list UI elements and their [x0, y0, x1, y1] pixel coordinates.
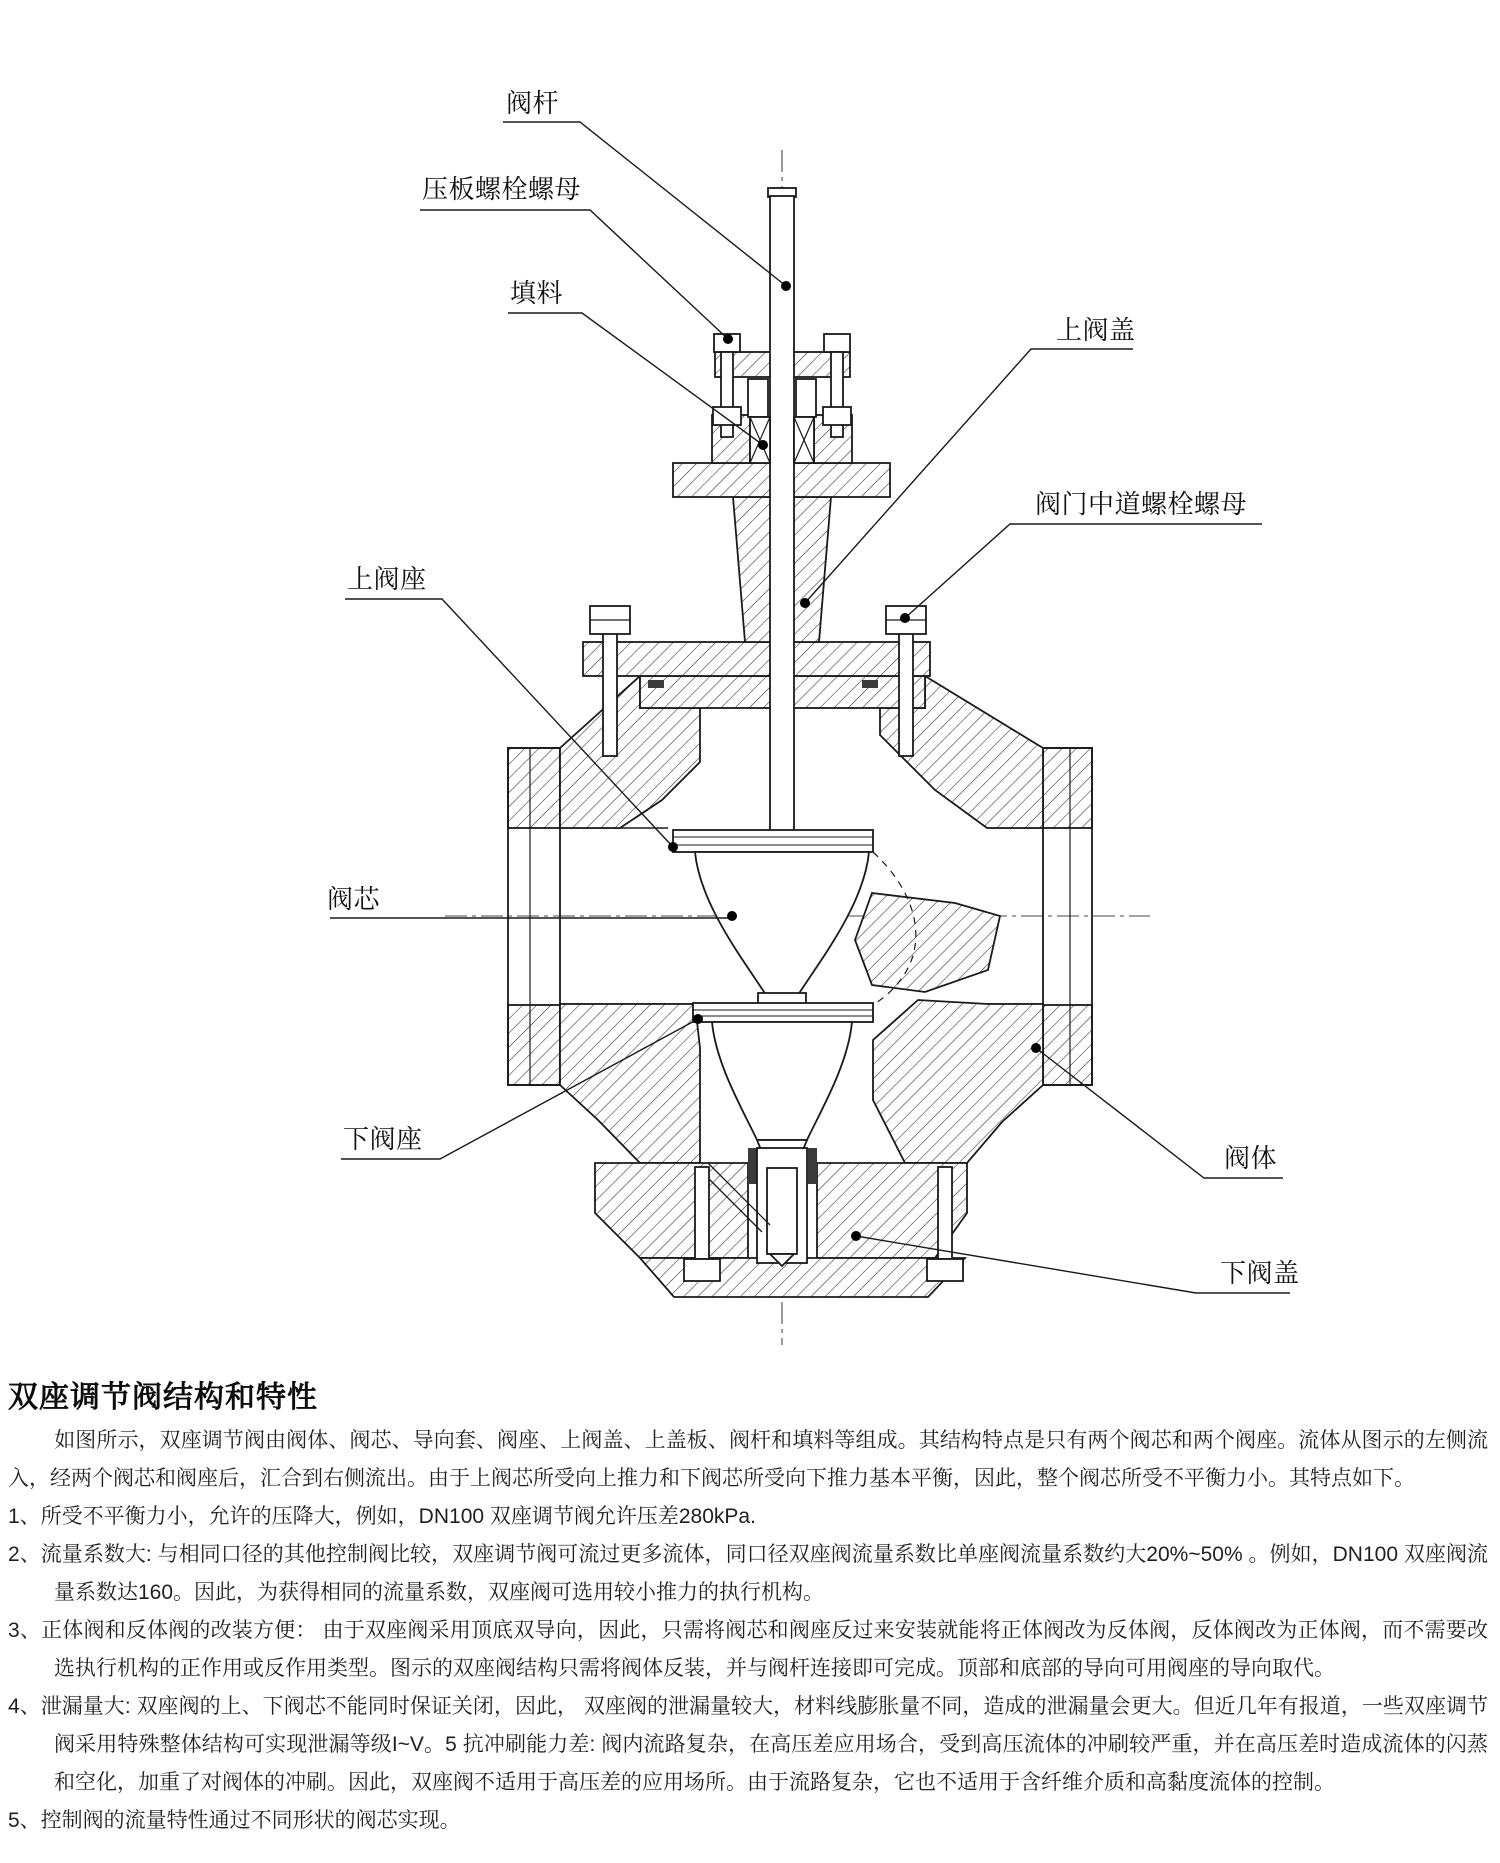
intro-paragraph: 如图所示，双座调节阀由阀体、阀芯、导向套、阀座、上阀盖、上盖板、阀杆和填料等组成。其结构特点是只有两个阀芯和两个阀座。流体从图示的左侧流入，经两个阀芯和阀座后，汇合到右侧流出。由于上阀芯所受向上推力和下阀芯所受向下推力基本平衡，因此，整个阀芯所受不平衡力小。其特点如下。: [8, 1429, 1488, 1490]
feature-item-4: 4、泄漏量大: 双座阀的上、下阀芯不能同时保证关闭，因此， 双座阀的泄漏量较大，材料线膨胀量不同，造成的泄漏量会更大。但近几年有报道，一些双座调节阀采用特殊整体结构可实现泄漏等级I~V。5 抗冲刷能力差: 阀内流路复杂，在高压差应用场合，受到高压流体的冲刷较严重，并在高压差时造成流体的闪蒸和空化，加重了对阀体的冲刷。因此，双座阀不适用于高压差的应用场所。由于流路复杂，它也不适用于含纤维介质和高黏度流体的控制。: [8, 1695, 1488, 1794]
lower-seat-ring: [693, 1003, 873, 1022]
label-upper-bonnet: 上阀盖: [1056, 315, 1136, 345]
label-packing: 填料: [510, 278, 564, 308]
article: [0, 1378, 1492, 1840]
feature-item-5: 5、控制阀的流量特性通过不同形状的阀芯实现。: [8, 1809, 461, 1832]
lower-plug: [712, 1022, 852, 1140]
upper-plug: [695, 852, 869, 995]
label-mid-bolt-nut: 阀门中道螺栓螺母: [1035, 489, 1248, 519]
label-valve-stem: 阀杆: [506, 88, 560, 118]
label-valve-plug: 阀芯: [327, 884, 381, 914]
feature-item-1: 1、所受不平衡力小，允许的压降大，例如，DN100 双座调节阀允许压差280kPa.: [8, 1505, 756, 1528]
label-lower-bonnet: 下阀盖: [1220, 1258, 1300, 1288]
label-valve-body: 阀体: [1224, 1143, 1278, 1173]
stem-shaft: [770, 196, 794, 852]
feature-item-2: 2、流量系数大: 与相同口径的其他控制阀比较，双座调节阀可流过更多流体，同口径双座阀流量系数比单座阀流量系数约大20%~50% 。例如，DN100 双座阀流量系数达160。因此，为获得相同的流量系数，双座阀可选用较小推力的执行机构。: [8, 1543, 1488, 1604]
feature-item-3: 3、正体阀和反体阀的改装方便： 由于双座阀采用顶底双导向，因此，只需将阀芯和阀座反过来安装就能将正体阀改为反体阀，反体阀改为正体阀，而不需要改选执行机构的正作用或反作用类型。图示的双座阀结构只需将阀体反装，并与阀杆连接即可完成。顶部和底部的导向可用阀座的导向取代。: [8, 1619, 1488, 1680]
upper-seat-ring: [673, 830, 873, 852]
article-heading: 双座调节阀结构和特性: [8, 1381, 318, 1414]
label-upper-seat: 上阀座: [347, 564, 427, 594]
guide-post: [767, 1168, 797, 1254]
label-lower-seat: 下阀座: [343, 1124, 423, 1154]
label-gland-bolt-nut: 压板螺栓螺母: [422, 174, 582, 204]
